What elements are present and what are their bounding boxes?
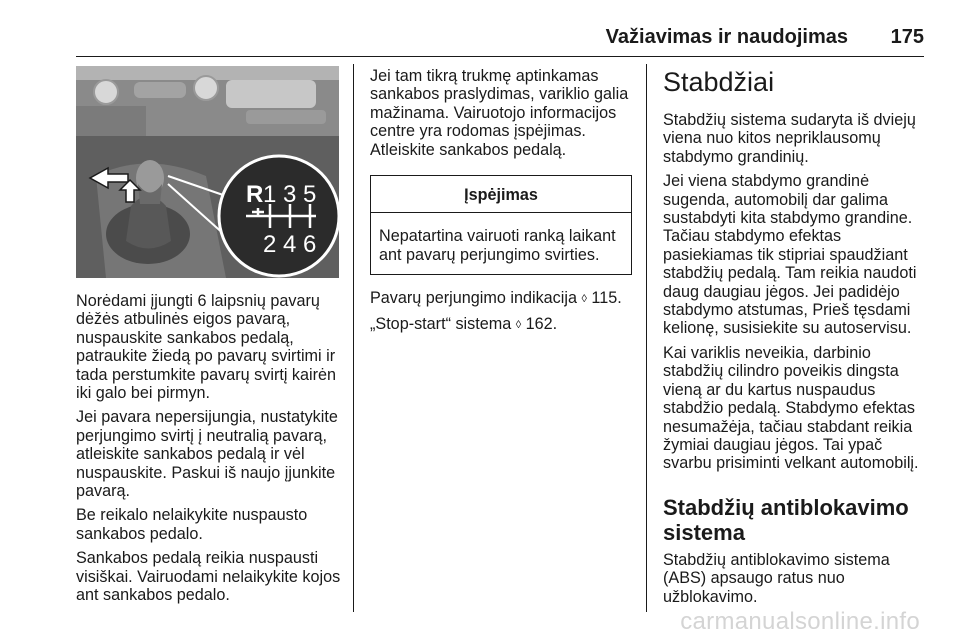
page-number: 175 — [890, 26, 924, 48]
paragraph: Stabdžių antiblokavimo sistema (ABS) apsaugo ratus nuo užblokavimo. — [663, 550, 890, 606]
gear-r-label: R — [246, 181, 264, 208]
warning-box — [370, 175, 632, 275]
gear-lever-illustration — [76, 66, 339, 278]
gear-6-label: 6 — [303, 231, 317, 258]
gear-4-label: 4 — [283, 231, 297, 258]
paragraph: Be reikalo nelaikykite nuspausto sankabos pedalo. — [76, 506, 308, 543]
cross-reference[interactable] — [370, 315, 632, 334]
header-rule — [76, 56, 924, 57]
page-header — [0, 26, 960, 56]
cross-reference[interactable] — [370, 289, 632, 308]
column-divider-2 — [646, 64, 647, 612]
gear-shift-figure — [76, 66, 339, 278]
xref-page: 162. — [525, 314, 558, 333]
subsection-heading: Stabdžių antiblokavimo sistema — [663, 494, 909, 545]
paragraph: Sankabos pedalą reikia nuspausti visiškai. Vairuodami nelaikykite kojos ant sankabos pedalo. — [76, 549, 341, 605]
gear-5-label: 5 — [303, 181, 317, 208]
running-title: Važiavimas ir naudojimas — [605, 26, 848, 48]
warning-title: Įspėjimas — [371, 176, 631, 213]
column-2 — [370, 67, 632, 340]
gear-1-label: 1 — [263, 181, 277, 208]
paragraph: Jei viena stabdymo grandinė sugenda, automobilį dar galima sustabdyti kita stabdymo grandine. Tačiau stabdymo efektas pasiekiamas tik stipriai spaudžiant stabdžių pedalą. Tam reikia naudoti daug daugiau jėgos. Jei padidėjo stabdymo atstumas, Prieš tęsdami kelionę, susisiekite su autoservisu. — [663, 172, 917, 338]
column-3 — [663, 67, 925, 612]
section-heading: Stabdžiai — [663, 67, 775, 97]
xref-text: Pavarų perjungimo indikacija — [370, 289, 577, 308]
warning-text: Nepatartina vairuoti ranką laikant ant pavarų perjungimo svirties. — [379, 227, 616, 264]
gear-3-label: 3 — [283, 181, 297, 208]
gear-2-label: 2 — [263, 231, 277, 258]
paragraph: Jei pavara nepersijungia, nustatykite perjungimo svirtį į neutralią pavarą, atleiskite sankabos pedalą ir vėl nuspauskite. Paskui iš naujo įjunkite pavarą. — [76, 408, 338, 501]
paragraph: Jei tam tikrą trukmę aptinkamas sankabos praslydimas, variklio galia mažinama. Vairuotojo informacijos centre yra rodomas įspėjimas. Atleiskite sankabos pedalą. — [370, 67, 629, 159]
paragraph: Stabdžių sistema sudaryta iš dviejų viena nuo kitos nepriklausomų stabdymo grandinių. — [663, 111, 916, 166]
xref-page: 115. — [591, 289, 622, 308]
column-1 — [76, 292, 346, 611]
xref-text: „Stop-start“ sistema — [370, 314, 512, 333]
paragraph: Kai variklis neveikia, darbinio stabdžių cilindro poveikis dingsta vieną ar du kartus nuspaudus stabdžio pedalą. Stabdymo efektas nesumažėja, tačiau stabdant reikia žymiai daugiau jėgos. Tai ypač svarbu prisiminti velkant automobilį. — [663, 343, 919, 473]
paragraph: Norėdami įjungti 6 laipsnių pavarų dėžės atbulinės eigos pavarą, nuspauskite sankabos pedalą, patraukite žiedą po pavarų svirtimi ir tada perstumkite pavarų svirtį kairėn iki galo bei pirmyn. — [76, 292, 337, 403]
xref-arrow-icon: ◊ — [515, 318, 522, 331]
xref-arrow-icon: ◊ — [581, 293, 587, 306]
column-divider-1 — [353, 64, 354, 612]
watermark: carmanualsonline.info — [680, 608, 920, 635]
